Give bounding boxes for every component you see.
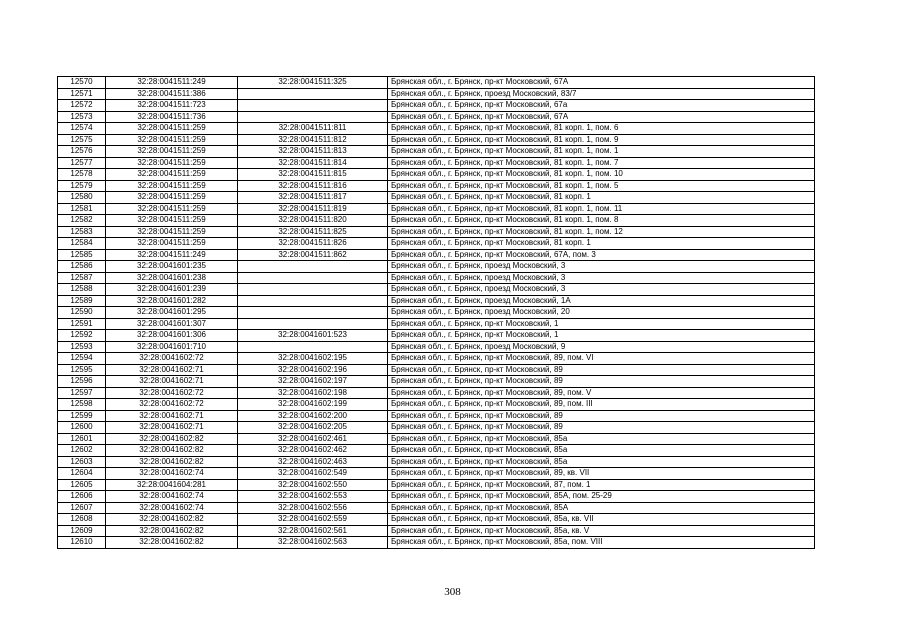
address-cell: Брянская обл., г. Брянск, проезд Московский, 9 [388, 341, 815, 353]
address-cell: Брянская обл., г. Брянск, пр-кт Московский, 81 корп. 1, пом. 1 [388, 146, 815, 158]
cadastral-number-cell: 32:28:0041602:200 [238, 410, 388, 422]
row-number-cell: 12585 [58, 249, 106, 261]
parent-cadastral-number-cell: 32:28:0041602:74 [106, 502, 238, 514]
table-row [58, 192, 815, 204]
table-row [58, 307, 815, 319]
row-number-cell: 12582 [58, 215, 106, 227]
row-number-cell: 12572 [58, 100, 106, 112]
cadastral-number-cell: 32:28:0041602:563 [238, 537, 388, 549]
address-cell: Брянская обл., г. Брянск, пр-кт Московский, 67А [388, 111, 815, 123]
cadastral-number-cell: 32:28:0041602:197 [238, 376, 388, 388]
row-number-cell: 12605 [58, 479, 106, 491]
table-row [58, 100, 815, 112]
cadastral-number-cell: 32:28:0041602:559 [238, 514, 388, 526]
table-row [58, 456, 815, 468]
cadastral-number-cell: 32:28:0041511:816 [238, 180, 388, 192]
row-number-cell: 12581 [58, 203, 106, 215]
table-row [58, 134, 815, 146]
address-cell: Брянская обл., г. Брянск, пр-кт Московский, 89 [388, 376, 815, 388]
parent-cadastral-number-cell: 32:28:0041511:259 [106, 238, 238, 250]
parent-cadastral-number-cell: 32:28:0041602:71 [106, 376, 238, 388]
row-number-cell: 12570 [58, 77, 106, 89]
cadastral-number-cell: 32:28:0041602:205 [238, 422, 388, 434]
parent-cadastral-number-cell: 32:28:0041601:710 [106, 341, 238, 353]
table-row [58, 238, 815, 250]
address-cell: Брянская обл., г. Брянск, пр-кт Московский, 1 [388, 330, 815, 342]
table-row [58, 180, 815, 192]
cadastral-number-cell: 32:28:0041511:820 [238, 215, 388, 227]
row-number-cell: 12602 [58, 445, 106, 457]
table-row [58, 491, 815, 503]
table-row [58, 249, 815, 261]
row-number-cell: 12607 [58, 502, 106, 514]
table-row [58, 295, 815, 307]
parent-cadastral-number-cell: 32:28:0041601:306 [106, 330, 238, 342]
row-number-cell: 12575 [58, 134, 106, 146]
parent-cadastral-number-cell: 32:28:0041511:259 [106, 215, 238, 227]
cadastral-number-cell: 32:28:0041511:811 [238, 123, 388, 135]
cadastral-number-cell [238, 284, 388, 296]
parent-cadastral-number-cell: 32:28:0041511:249 [106, 77, 238, 89]
registry-table-body [58, 77, 815, 549]
parent-cadastral-number-cell: 32:28:0041511:259 [106, 180, 238, 192]
address-cell: Брянская обл., г. Брянск, пр-кт Московский, 81 корп. 1, пом. 9 [388, 134, 815, 146]
address-cell: Брянская обл., г. Брянск, пр-кт Московский, 81 корп. 1 [388, 192, 815, 204]
table-row [58, 157, 815, 169]
table-row [58, 330, 815, 342]
cadastral-number-cell: 32:28:0041602:463 [238, 456, 388, 468]
row-number-cell: 12597 [58, 387, 106, 399]
row-number-cell: 12598 [58, 399, 106, 411]
row-number-cell: 12583 [58, 226, 106, 238]
address-cell: Брянская обл., г. Брянск, пр-кт Московский, 85А [388, 502, 815, 514]
address-cell: Брянская обл., г. Брянск, пр-кт Московский, 1 [388, 318, 815, 330]
table-row [58, 537, 815, 549]
address-cell: Брянская обл., г. Брянск, пр-кт Московский, 87, пом. 1 [388, 479, 815, 491]
address-cell: Брянская обл., г. Брянск, проезд Московский, 83/7 [388, 88, 815, 100]
row-number-cell: 12600 [58, 422, 106, 434]
cadastral-number-cell [238, 295, 388, 307]
table-row [58, 341, 815, 353]
table-row [58, 433, 815, 445]
row-number-cell: 12587 [58, 272, 106, 284]
address-cell: Брянская обл., г. Брянск, пр-кт Московский, 67А [388, 77, 815, 89]
address-cell: Брянская обл., г. Брянск, пр-кт Московский, 85а [388, 433, 815, 445]
parent-cadastral-number-cell: 32:28:0041602:72 [106, 353, 238, 365]
parent-cadastral-number-cell: 32:28:0041511:259 [106, 146, 238, 158]
row-number-cell: 12603 [58, 456, 106, 468]
row-number-cell: 12576 [58, 146, 106, 158]
address-cell: Брянская обл., г. Брянск, проезд Московский, 3 [388, 284, 815, 296]
address-cell: Брянская обл., г. Брянск, пр-кт Московский, 85а, кв. VII [388, 514, 815, 526]
cadastral-number-cell: 32:28:0041602:199 [238, 399, 388, 411]
table-row [58, 479, 815, 491]
row-number-cell: 12595 [58, 364, 106, 376]
parent-cadastral-number-cell: 32:28:0041601:282 [106, 295, 238, 307]
table-row [58, 502, 815, 514]
address-cell: Брянская обл., г. Брянск, пр-кт Московский, 85А, пом. 25-29 [388, 491, 815, 503]
parent-cadastral-number-cell: 32:28:0041601:295 [106, 307, 238, 319]
cadastral-number-cell: 32:28:0041602:195 [238, 353, 388, 365]
table-row [58, 284, 815, 296]
row-number-cell: 12573 [58, 111, 106, 123]
row-number-cell: 12608 [58, 514, 106, 526]
table-row [58, 111, 815, 123]
address-cell: Брянская обл., г. Брянск, пр-кт Московский, 85а [388, 456, 815, 468]
row-number-cell: 12592 [58, 330, 106, 342]
cadastral-number-cell [238, 100, 388, 112]
cadastral-number-cell: 32:28:0041511:812 [238, 134, 388, 146]
parent-cadastral-number-cell: 32:28:0041511:736 [106, 111, 238, 123]
parent-cadastral-number-cell: 32:28:0041601:238 [106, 272, 238, 284]
cadastral-number-cell: 32:28:0041511:862 [238, 249, 388, 261]
cadastral-number-cell: 32:28:0041602:461 [238, 433, 388, 445]
table-row [58, 77, 815, 89]
row-number-cell: 12586 [58, 261, 106, 273]
row-number-cell: 12571 [58, 88, 106, 100]
table-row [58, 123, 815, 135]
parent-cadastral-number-cell: 32:28:0041511:386 [106, 88, 238, 100]
address-cell: Брянская обл., г. Брянск, пр-кт Московский, 81 корп. 1, пом. 8 [388, 215, 815, 227]
cadastral-number-cell: 32:28:0041511:815 [238, 169, 388, 181]
address-cell: Брянская обл., г. Брянск, проезд Московский, 3 [388, 272, 815, 284]
parent-cadastral-number-cell: 32:28:0041602:82 [106, 514, 238, 526]
row-number-cell: 12596 [58, 376, 106, 388]
address-cell: Брянская обл., г. Брянск, проезд Московский, 3 [388, 261, 815, 273]
row-number-cell: 12579 [58, 180, 106, 192]
address-cell: Брянская обл., г. Брянск, пр-кт Московский, 89, кв. VII [388, 468, 815, 480]
address-cell: Брянская обл., г. Брянск, проезд Московский, 1А [388, 295, 815, 307]
parent-cadastral-number-cell: 32:28:0041601:307 [106, 318, 238, 330]
cadastral-number-cell [238, 272, 388, 284]
row-number-cell: 12593 [58, 341, 106, 353]
table-row [58, 422, 815, 434]
address-cell: Брянская обл., г. Брянск, пр-кт Московский, 89 [388, 410, 815, 422]
table-row [58, 387, 815, 399]
parent-cadastral-number-cell: 32:28:0041511:259 [106, 226, 238, 238]
parent-cadastral-number-cell: 32:28:0041511:259 [106, 169, 238, 181]
parent-cadastral-number-cell: 32:28:0041602:82 [106, 537, 238, 549]
address-cell: Брянская обл., г. Брянск, пр-кт Московский, 67а [388, 100, 815, 112]
parent-cadastral-number-cell: 32:28:0041602:72 [106, 399, 238, 411]
table-row [58, 88, 815, 100]
table-row [58, 318, 815, 330]
table-row [58, 146, 815, 158]
table-row [58, 272, 815, 284]
row-number-cell: 12574 [58, 123, 106, 135]
table-row [58, 514, 815, 526]
address-cell: Брянская обл., г. Брянск, пр-кт Московский, 89 [388, 364, 815, 376]
parent-cadastral-number-cell: 32:28:0041511:259 [106, 192, 238, 204]
parent-cadastral-number-cell: 32:28:0041602:82 [106, 525, 238, 537]
parent-cadastral-number-cell: 32:28:0041511:259 [106, 203, 238, 215]
address-cell: Брянская обл., г. Брянск, пр-кт Московский, 81 корп. 1, пом. 10 [388, 169, 815, 181]
table-row [58, 376, 815, 388]
cadastral-number-cell [238, 111, 388, 123]
cadastral-number-cell: 32:28:0041601:523 [238, 330, 388, 342]
cadastral-number-cell: 32:28:0041602:549 [238, 468, 388, 480]
address-cell: Брянская обл., г. Брянск, пр-кт Московский, 67А, пом. 3 [388, 249, 815, 261]
cadastral-number-cell [238, 261, 388, 273]
cadastral-number-cell [238, 341, 388, 353]
parent-cadastral-number-cell: 32:28:0041511:259 [106, 123, 238, 135]
address-cell: Брянская обл., г. Брянск, пр-кт Московский, 89, пом. III [388, 399, 815, 411]
parent-cadastral-number-cell: 32:28:0041602:72 [106, 387, 238, 399]
parent-cadastral-number-cell: 32:28:0041511:723 [106, 100, 238, 112]
address-cell: Брянская обл., г. Брянск, пр-кт Московский, 81 корп. 1, пом. 6 [388, 123, 815, 135]
table-row [58, 226, 815, 238]
cadastral-number-cell [238, 88, 388, 100]
page-number: 308 [444, 586, 461, 598]
cadastral-number-cell [238, 318, 388, 330]
parent-cadastral-number-cell: 32:28:0041602:74 [106, 491, 238, 503]
table-row [58, 169, 815, 181]
table-row [58, 364, 815, 376]
parent-cadastral-number-cell: 32:28:0041602:71 [106, 364, 238, 376]
table-row [58, 215, 815, 227]
address-cell: Брянская обл., г. Брянск, пр-кт Московский, 85а, пом. VIII [388, 537, 815, 549]
cadastral-number-cell: 32:28:0041602:553 [238, 491, 388, 503]
table-row [58, 525, 815, 537]
cadastral-number-cell: 32:28:0041511:325 [238, 77, 388, 89]
address-cell: Брянская обл., г. Брянск, проезд Московский, 20 [388, 307, 815, 319]
parent-cadastral-number-cell: 32:28:0041601:239 [106, 284, 238, 296]
cadastral-number-cell: 32:28:0041511:825 [238, 226, 388, 238]
address-cell: Брянская обл., г. Брянск, пр-кт Московский, 89 [388, 422, 815, 434]
address-cell: Брянская обл., г. Брянск, пр-кт Московский, 81 корп. 1, пом. 7 [388, 157, 815, 169]
cadastral-number-cell: 32:28:0041511:817 [238, 192, 388, 204]
row-number-cell: 12580 [58, 192, 106, 204]
row-number-cell: 12599 [58, 410, 106, 422]
cadastral-number-cell [238, 307, 388, 319]
cadastral-number-cell: 32:28:0041511:814 [238, 157, 388, 169]
address-cell: Брянская обл., г. Брянск, пр-кт Московский, 81 корп. 1, пом. 11 [388, 203, 815, 215]
cadastral-number-cell: 32:28:0041511:819 [238, 203, 388, 215]
cadastral-number-cell: 32:28:0041602:198 [238, 387, 388, 399]
parent-cadastral-number-cell: 32:28:0041602:71 [106, 422, 238, 434]
parent-cadastral-number-cell: 32:28:0041602:82 [106, 456, 238, 468]
row-number-cell: 12590 [58, 307, 106, 319]
cadastral-number-cell: 32:28:0041602:550 [238, 479, 388, 491]
cadastral-number-cell: 32:28:0041511:826 [238, 238, 388, 250]
row-number-cell: 12591 [58, 318, 106, 330]
parent-cadastral-number-cell: 32:28:0041511:259 [106, 157, 238, 169]
parent-cadastral-number-cell: 32:28:0041511:249 [106, 249, 238, 261]
address-cell: Брянская обл., г. Брянск, пр-кт Московский, 81 корп. 1 [388, 238, 815, 250]
table-row [58, 399, 815, 411]
table-row [58, 445, 815, 457]
row-number-cell: 12610 [58, 537, 106, 549]
row-number-cell: 12601 [58, 433, 106, 445]
cadastral-number-cell: 32:28:0041602:462 [238, 445, 388, 457]
address-cell: Брянская обл., г. Брянск, пр-кт Московский, 85а [388, 445, 815, 457]
address-cell: Брянская обл., г. Брянск, пр-кт Московский, 81 корп. 1, пом. 5 [388, 180, 815, 192]
parent-cadastral-number-cell: 32:28:0041601:235 [106, 261, 238, 273]
row-number-cell: 12584 [58, 238, 106, 250]
parent-cadastral-number-cell: 32:28:0041604:281 [106, 479, 238, 491]
address-cell: Брянская обл., г. Брянск, пр-кт Московский, 89, пом. VI [388, 353, 815, 365]
parent-cadastral-number-cell: 32:28:0041602:74 [106, 468, 238, 480]
table-row [58, 353, 815, 365]
row-number-cell: 12609 [58, 525, 106, 537]
cadastral-number-cell: 32:28:0041602:556 [238, 502, 388, 514]
cadastral-number-cell: 32:28:0041602:561 [238, 525, 388, 537]
table-row [58, 410, 815, 422]
parent-cadastral-number-cell: 32:28:0041511:259 [106, 134, 238, 146]
address-cell: Брянская обл., г. Брянск, пр-кт Московский, 85а, кв. V [388, 525, 815, 537]
row-number-cell: 12604 [58, 468, 106, 480]
row-number-cell: 12589 [58, 295, 106, 307]
row-number-cell: 12577 [58, 157, 106, 169]
row-number-cell: 12588 [58, 284, 106, 296]
parent-cadastral-number-cell: 32:28:0041602:82 [106, 445, 238, 457]
address-cell: Брянская обл., г. Брянск, пр-кт Московский, 81 корп. 1, пом. 12 [388, 226, 815, 238]
cadastral-number-cell: 32:28:0041511:813 [238, 146, 388, 158]
parent-cadastral-number-cell: 32:28:0041602:71 [106, 410, 238, 422]
table-row [58, 203, 815, 215]
row-number-cell: 12578 [58, 169, 106, 181]
table-row [58, 468, 815, 480]
cadastral-number-cell: 32:28:0041602:196 [238, 364, 388, 376]
row-number-cell: 12594 [58, 353, 106, 365]
registry-table [57, 76, 815, 549]
address-cell: Брянская обл., г. Брянск, пр-кт Московский, 89, пом. V [388, 387, 815, 399]
row-number-cell: 12606 [58, 491, 106, 503]
table-row [58, 261, 815, 273]
parent-cadastral-number-cell: 32:28:0041602:82 [106, 433, 238, 445]
